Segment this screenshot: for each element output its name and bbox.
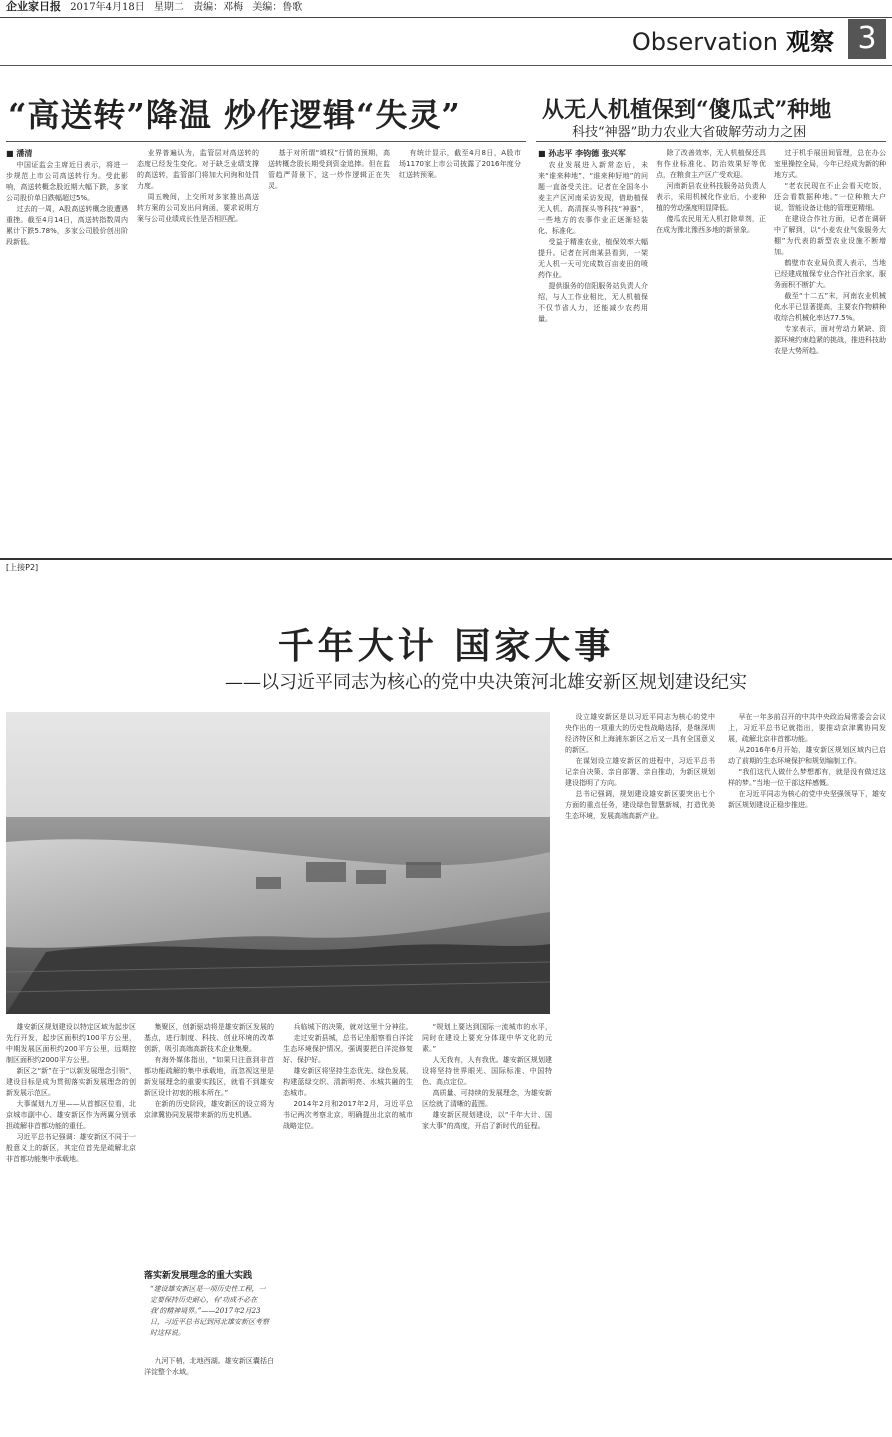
section-title-zh: 观察 [786, 28, 834, 56]
article1-column-4 [399, 148, 521, 555]
article1-rule [6, 141, 526, 142]
feature-title: 千年大计 国家大事 [277, 625, 615, 667]
editor-credit: 责编：邓梅 [193, 2, 244, 13]
feature-paragraph: “规划上要达到国际一流城市的水平，同时在建设上要充分体现中华文化的元素。” [422, 1023, 552, 1053]
article2-paragraph: 农业发展进入新常态后，未来“谁来种地”、“谁来种好地”的问题一直备受关注。记者在全国冬小麦主产区河南采访发现，借助植保无人机、高清探头等科技“神器”，一些地方的农事作业正逐渐轻装化、标准化。 [538, 161, 648, 235]
section-rule [0, 65, 892, 66]
article2-paragraph: 过于机手展田间管理，总在办公室里操控全局，今年已经成为新的种地方式。 [774, 149, 886, 179]
masthead [6, 0, 886, 14]
issue-date: 2017年4月18日 [70, 2, 145, 13]
article1-paragraph: 周五晚间，上交所对多家推出高送转方案的公司发出问询函，要求说明方案与公司业绩成长性是否相匹配。 [137, 193, 259, 223]
feature-paragraph: 在习近平同志为核心的党中央坚强领导下，雄安新区规划建设正稳步推进。 [728, 790, 886, 809]
article1-column-1 [6, 160, 128, 555]
paper-name: 企业家日报 [6, 0, 61, 13]
article1-column-2 [137, 148, 259, 555]
article2-paragraph: 提供服务的信阳服务站负责人介绍，与人工作业相比，无人机植保不仅节省人力，还能减少农药用量。 [538, 282, 648, 323]
feature-paragraph: 习近平总书记强调：雄安新区不同于一般意义上的新区，其定位首先是疏解北京非首都功能集中承载地。 [6, 1133, 136, 1163]
feature-paragraph: “我们这代人做什么梦想都有，就是没有做过这样的梦。”当地一位干部这样感慨。 [728, 768, 886, 787]
feature-paragraph: 人无我有，人有我优。雄安新区规划建设将坚持世界眼光、国际标准、中国特色、高点定位。 [422, 1056, 552, 1086]
aerial-photo [6, 712, 550, 1014]
feature-subhead: 落实新发展理念的重大实践 [144, 1271, 253, 1281]
feature-paragraph: 兵临城下的决策，就对这里十分神往。 [293, 1023, 413, 1031]
article2-rule [536, 141, 886, 142]
article2-paragraph: 在建设合作社方面，记者在调研中了解到，以“小麦农业气象服务大棚”为代表的新型农业设施不断增加。 [774, 215, 886, 256]
feature-paragraph: 2014年2月和2017年2月，习近平总书记两次考察北京，明确提出北京的城市战略定位。 [283, 1100, 413, 1130]
section-title-en: Observation [631, 28, 778, 56]
article2-paragraph: 鹤壁市农业局负责人表示，当地已经建成植保专业合作社百余家，服务面积不断扩大。 [774, 259, 886, 289]
feature-quote: “建设雄安新区是一项历史性工程，一定要保持历史耐心，有‘功成不必在我’的精神境界。”——2017年2月23日，习近平总书记到河北雄安新区考察时这样说。 [150, 1285, 269, 1337]
feature-paragraph: 在谋划设立雄安新区的进程中，习近平总书记亲自决策、亲自部署、亲自推动，为新区规划建设指明了方向。 [565, 757, 715, 787]
feature-paragraph: 在新的历史阶段，雄安新区的设立将为京津冀协同发展带来新的历史机遇。 [144, 1100, 274, 1119]
article1-title: “高送转”降温 炒作逻辑“失灵” [8, 96, 461, 134]
feature-paragraph: 从2016年6月开始，雄安新区规划区域内已启动了前期的生态环境保护和规划编制工作。 [728, 746, 886, 765]
continued-tag: [上接P2] [6, 563, 39, 572]
article2-paragraph: 河南新县农业科技服务站负责人表示，采用机械化作业后，小麦种植的劳动强度明显降低。 [656, 182, 766, 212]
article2-column-1 [538, 160, 648, 555]
article2-column-3 [774, 148, 886, 555]
feature-paragraph: 早在一年多前召开的中共中央政治局常委会会议上，习近平总书记就指出，要推动京津冀协同发展，疏解北京非首都功能。 [728, 713, 886, 743]
article2-paragraph: 受益于精准农业，植保效率大幅提升。记者在河南某县看到，一架无人机一天可完成数百亩麦田的喷药作业。 [538, 238, 648, 279]
feature-paragraph: 设立雄安新区是以习近平同志为核心的党中央作出的一项重大的历史性战略选择，是继深圳经济特区和上海浦东新区之后又一具有全国意义的新区。 [565, 713, 715, 754]
article2-title: 从无人机植保到“傻瓜式”种地 [542, 97, 832, 123]
article2-paragraph: 专家表示，面对劳动力紧缺、资源环境约束趋紧的挑战，推进科技助农是大势所趋。 [774, 325, 886, 355]
feature-divider [0, 558, 892, 560]
article1-column-3 [268, 148, 390, 555]
article2-paragraph: 截至“十二五”末，河南农业机械化水平已显著提高，主要农作物耕种收综合机械化率达77.5%。 [774, 292, 886, 322]
issue-weekday: 星期二 [153, 2, 184, 13]
feature-paragraph: 雄安新区将坚持生态优先、绿色发展，构建蓝绿交织、清新明亮、水城共融的生态城市。 [283, 1067, 413, 1097]
feature-paragraph: 雄安新区规划建设以特定区域为起步区先行开发，起步区面积约100平方公里，中期发展区面积约200平方公里，远期控制区面积约2000平方公里。 [6, 1023, 136, 1064]
feature-column-f [422, 1022, 552, 1427]
feature-paragraph: 走过安新县城，总书记坐船察看白洋淀生态环境保护情况，强调要把白洋淀修复好、保护好。 [283, 1034, 413, 1064]
feature-column-c [6, 1022, 136, 1427]
article2-byline: ■ 孙志平 李钧德 张兴军 [538, 149, 626, 158]
designer-credit: 美编：鲁歌 [252, 2, 303, 13]
feature-paragraph: 雄安新区规划建设，以“千年大计、国家大事”的高度，开启了新时代的征程。 [422, 1111, 552, 1130]
feature-paragraph: 大事谋划九万里——从首都区位看，北京城市副中心、雄安新区作为两翼分别承担疏解非首都功能的重任。 [6, 1100, 136, 1130]
article2-paragraph: “老农民现在不止会看天吃饭，还会看数据种地。”一位种粮大户说，智能设备让他的管理更精细。 [774, 182, 886, 212]
article2-paragraph: 傻瓜农民用无人机打除草剂，正在成为豫北豫西多地的新景象。 [656, 215, 766, 234]
feature-column-d [144, 1022, 274, 1262]
article2-column-2 [656, 148, 766, 555]
section-title [632, 22, 834, 57]
article1-paragraph: 有统计显示，截至4月8日，A股市场1170家上市公司披露了2016年度分红送转预案。 [399, 149, 521, 179]
article1-paragraph: 过去的一周，A股高送转概念股遭遇重挫。截至4月14日，高送转指数周内累计下跌5.78%，多家公司股价创出阶段新低。 [6, 205, 128, 246]
feature-paragraph: 总书记强调，规划建设雄安新区要突出七个方面的重点任务，建设绿色智慧新城，打造优美生态环境，发展高端高新产业。 [565, 790, 715, 820]
feature-paragraph: 新区之“新”在于“以新发展理念引领”，建设目标是成为贯彻落实新发展理念的创新发展示范区。 [6, 1067, 136, 1097]
feature-paragraph: 九河下梢，北地西湖。雄安新区囊括白洋淀整个水域。 [144, 1357, 274, 1376]
feature-paragraph: 集聚区，创新驱动将是雄安新区发展的基点，进行制度、科技、创业环境的改革创新，吸引高端高新技术企业集聚。 [144, 1023, 274, 1053]
feature-column-e [283, 1022, 413, 1427]
feature-paragraph: 有海外媒体指出，“如果只注意到非首都功能疏解的集中承载地，而忽视这里是新发展理念的重要实践区，就看不到雄安新区设计初衷的根本所在。” [144, 1056, 274, 1097]
feature-column-a [565, 712, 715, 1427]
feature-subtitle: ——以习近平同志为核心的党中央决策河北雄安新区规划建设纪实 [225, 672, 747, 693]
article2-paragraph: 除了改善效率，无人机植保还具有作业标准化、防治效果好等优点，在粮食主产区广受欢迎。 [656, 149, 766, 179]
article1-paragraph: 基于对所谓“填权”行情的预期，高送转概念股长期受到资金追捧。但在监管趋严背景下，这一炒作逻辑正在失灵。 [268, 149, 390, 190]
page-number: 3 [848, 19, 886, 59]
article1-byline: ■ 潘清 [6, 149, 33, 158]
feature-column-b [728, 712, 886, 1427]
article1-paragraph: 中国证监会主席近日表示，将进一步规范上市公司高送转行为。受此影响，高送转概念股近期大幅下跌，多家公司股价单日跌幅超过5%。 [6, 161, 128, 202]
article2-subtitle: 科技“神器”助力农业大省破解劳动力之困 [572, 125, 807, 140]
feature-paragraph: 高质量、可持续的发展理念，为雄安新区绘就了清晰的蓝图。 [422, 1089, 552, 1108]
article1-paragraph: 业界普遍认为，监管层对高送转的态度已经发生变化。对于缺乏业绩支撑的高送转，监管部门将加大问询和处罚力度。 [137, 149, 259, 190]
feature-column-d2 [144, 1356, 274, 1428]
